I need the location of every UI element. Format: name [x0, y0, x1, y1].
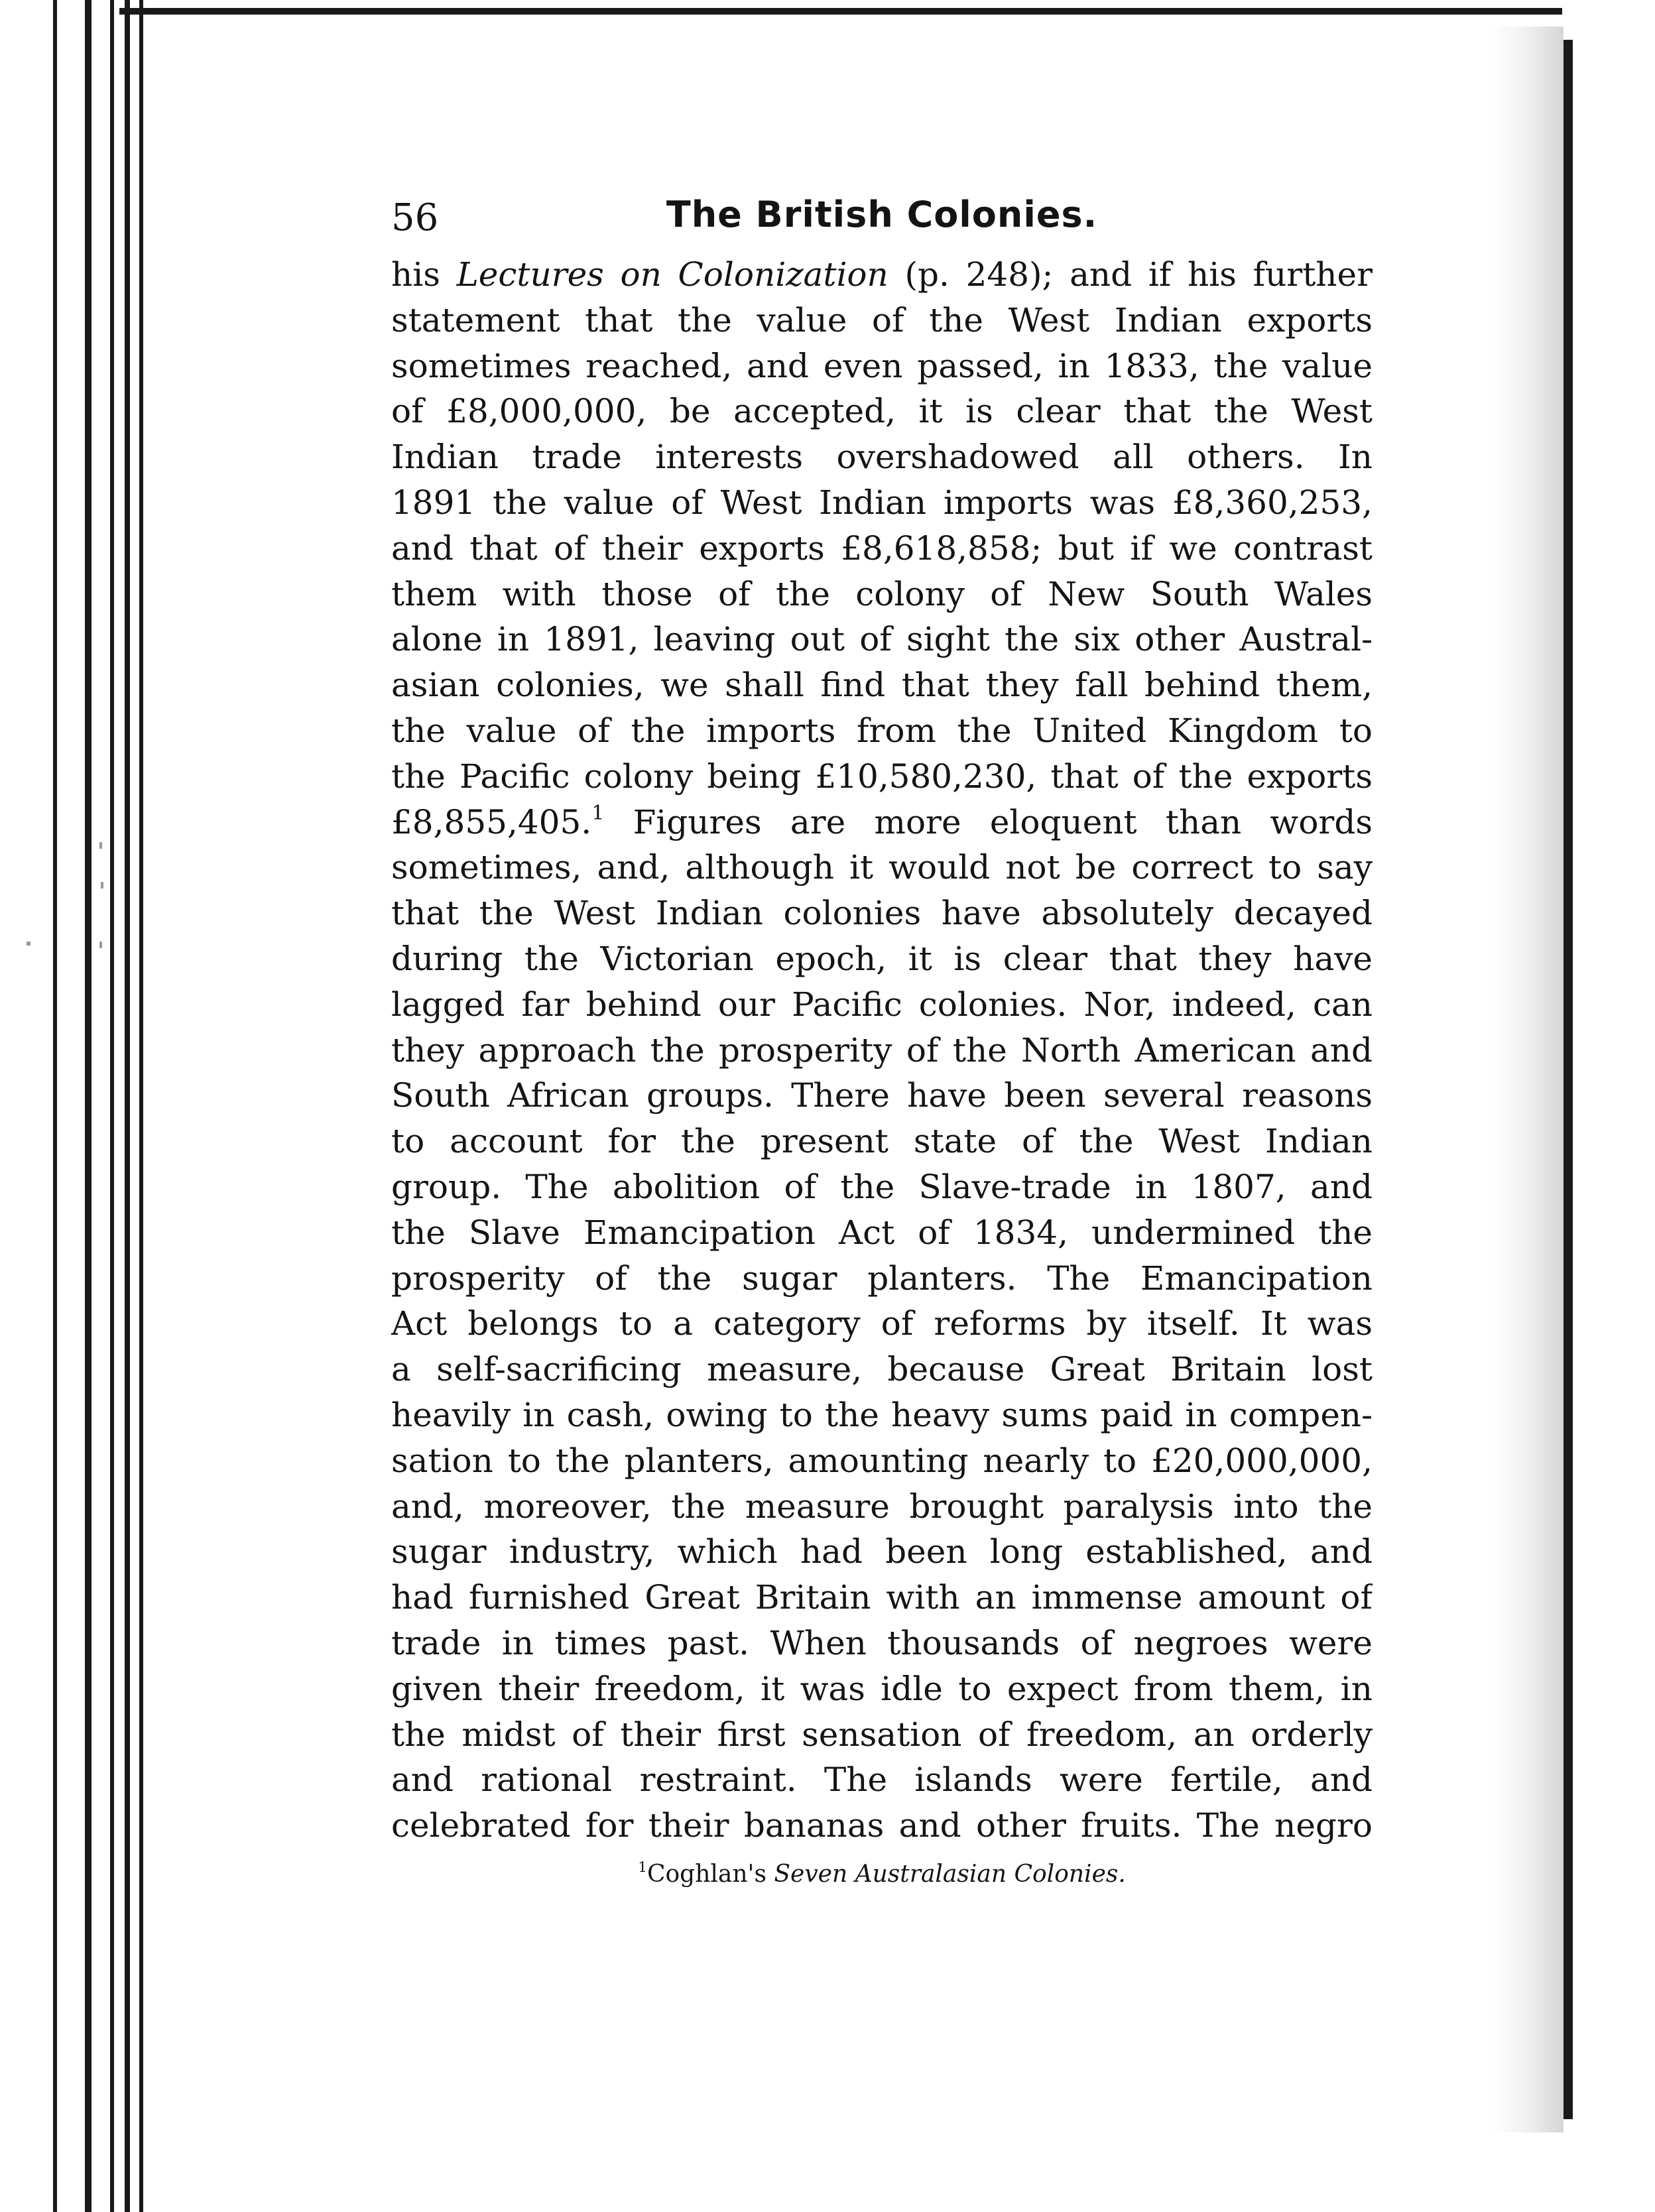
text-line [391, 298, 1373, 343]
text-line [391, 1666, 1373, 1712]
text-line [391, 754, 1373, 800]
book-edge-strip [139, 0, 143, 2212]
text-line [391, 845, 1373, 891]
text-line [391, 1347, 1373, 1392]
text-segment: prosperity of the sugar planters. The Emancipation [391, 1259, 1373, 1298]
body-text [391, 252, 1373, 1849]
text-line [391, 1803, 1373, 1849]
scan-speck [27, 942, 31, 946]
running-title: The British Colonies. [666, 194, 1098, 235]
text-line [391, 1438, 1373, 1484]
text-line [391, 708, 1373, 754]
text-line [391, 1392, 1373, 1438]
text-line [391, 343, 1373, 389]
text-line [391, 662, 1373, 708]
text-line [391, 936, 1373, 982]
text-segment: lagged far behind our Pacific colonies. Nor, indeed, can [391, 985, 1373, 1024]
page-curl-shadow [1491, 27, 1563, 2132]
page-number: 56 [391, 196, 439, 239]
text-line [391, 252, 1373, 298]
text-segment: a self-sacrificing measure, because Great Britain lost [391, 1350, 1373, 1389]
book-title-italic: Lectures on Colonization [456, 255, 889, 294]
text-block [391, 192, 1373, 1891]
text-segment: trade in times past. When thousands of negroes were [391, 1623, 1373, 1662]
text-segment: statement that the value of the West Indian exports [391, 300, 1373, 339]
text-segment: South African groups. There have been several reasons [391, 1076, 1373, 1115]
text-line [391, 389, 1373, 434]
text-segment: and that of their exports £8,618,858; but if we contrast [391, 528, 1373, 568]
text-line [391, 1119, 1373, 1164]
book-edge-right [1563, 40, 1573, 2119]
text-segment: celebrated for their bananas and other fruits. The negro [391, 1806, 1373, 1845]
text-segment: them with those of the colony of New South Wales [391, 574, 1373, 613]
text-line [391, 572, 1373, 617]
text-segment: to account for the present state of the West Indian [391, 1122, 1373, 1161]
text-segment: and rational restraint. The islands were fertile, and [391, 1760, 1373, 1800]
text-segment: sometimes, and, although it would not be correct to say [391, 848, 1373, 887]
text-segment: Indian trade interests overshadowed all others. In [391, 438, 1373, 477]
text-line [391, 1301, 1373, 1347]
text-line [391, 891, 1373, 936]
footnote-marker: 1 [638, 1859, 647, 1876]
text-segment: £8,855,405. [391, 802, 592, 841]
text-segment: the value of the imports from the United Kingdom to [391, 711, 1373, 750]
text-line [391, 526, 1373, 572]
text-line [391, 434, 1373, 480]
text-segment: group. The abolition of the Slave-trade in 1807, and [391, 1167, 1373, 1206]
text-line [391, 1028, 1373, 1074]
text-segment: sometimes reached, and even passed, in 1833, the value [391, 346, 1373, 385]
book-edge-strip [125, 0, 130, 2212]
text-segment: the Pacific colony being £10,580,230, that of the exports [391, 757, 1373, 796]
running-head [391, 192, 1373, 252]
text-line [391, 800, 1373, 845]
text-line [391, 1621, 1373, 1666]
text-segment: (p. 248); and if his further [888, 255, 1373, 294]
text-segment: of £8,000,000, be accepted, it is clear that the West [391, 392, 1373, 431]
text-segment: his [391, 255, 457, 294]
page-top-border [119, 8, 1562, 15]
text-line [391, 1529, 1373, 1575]
book-edge-strip [110, 0, 114, 2212]
text-segment: sugar industry, which had been long established, and [391, 1532, 1373, 1571]
scan-speck [99, 842, 102, 849]
text-segment: given their freedom, it was idle to expect from them, in [391, 1669, 1373, 1708]
book-edge-strip [53, 0, 57, 2212]
text-segment: they approach the prosperity of the North American and [391, 1030, 1373, 1070]
text-line [391, 1073, 1373, 1119]
text-segment: that the West Indian colonies have absolutely decayed [391, 894, 1373, 933]
footnote-reference: 1 [591, 801, 605, 825]
text-segment: 1891 the value of West Indian imports was £8,360,253, [391, 483, 1373, 522]
footnote-work: Seven Australasian Colonies. [774, 1860, 1126, 1888]
text-segment: asian colonies, we shall find that they fall behind them, [391, 666, 1373, 705]
footnote-author: Coghlan's [646, 1860, 774, 1888]
text-line [391, 1210, 1373, 1256]
scan-speck [99, 942, 102, 948]
text-segment: sation to the planters, amounting nearly to £20,000,000, [391, 1441, 1373, 1480]
text-line [391, 1164, 1373, 1210]
book-edge-strip [85, 0, 92, 2212]
text-line [391, 1757, 1373, 1803]
text-line [391, 1484, 1373, 1530]
text-segment: the midst of their first sensation of freedom, an orderly [391, 1715, 1373, 1754]
text-line [391, 1575, 1373, 1621]
text-segment: during the Victorian epoch, it is clear that they have [391, 939, 1373, 978]
text-line [391, 982, 1373, 1028]
text-segment: alone in 1891, leaving out of sight the six other Austral- [391, 620, 1373, 659]
text-segment: heavily in cash, owing to the heavy sums paid in compen- [391, 1395, 1373, 1434]
text-line [391, 1712, 1373, 1758]
text-line [391, 1256, 1373, 1302]
text-segment: and, moreover, the measure brought paralysis into the [391, 1487, 1373, 1526]
text-segment: had furnished Great Britain with an immense amount of [391, 1578, 1373, 1617]
scan-speck [101, 882, 103, 889]
text-line [391, 617, 1373, 662]
text-segment: the Slave Emancipation Act of 1834, undermined the [391, 1213, 1373, 1252]
text-segment: Figures are more eloquent than words [604, 802, 1373, 841]
footnote [391, 1858, 1373, 1891]
text-segment: Act belongs to a category of reforms by itself. It was [391, 1304, 1373, 1343]
text-line [391, 480, 1373, 526]
